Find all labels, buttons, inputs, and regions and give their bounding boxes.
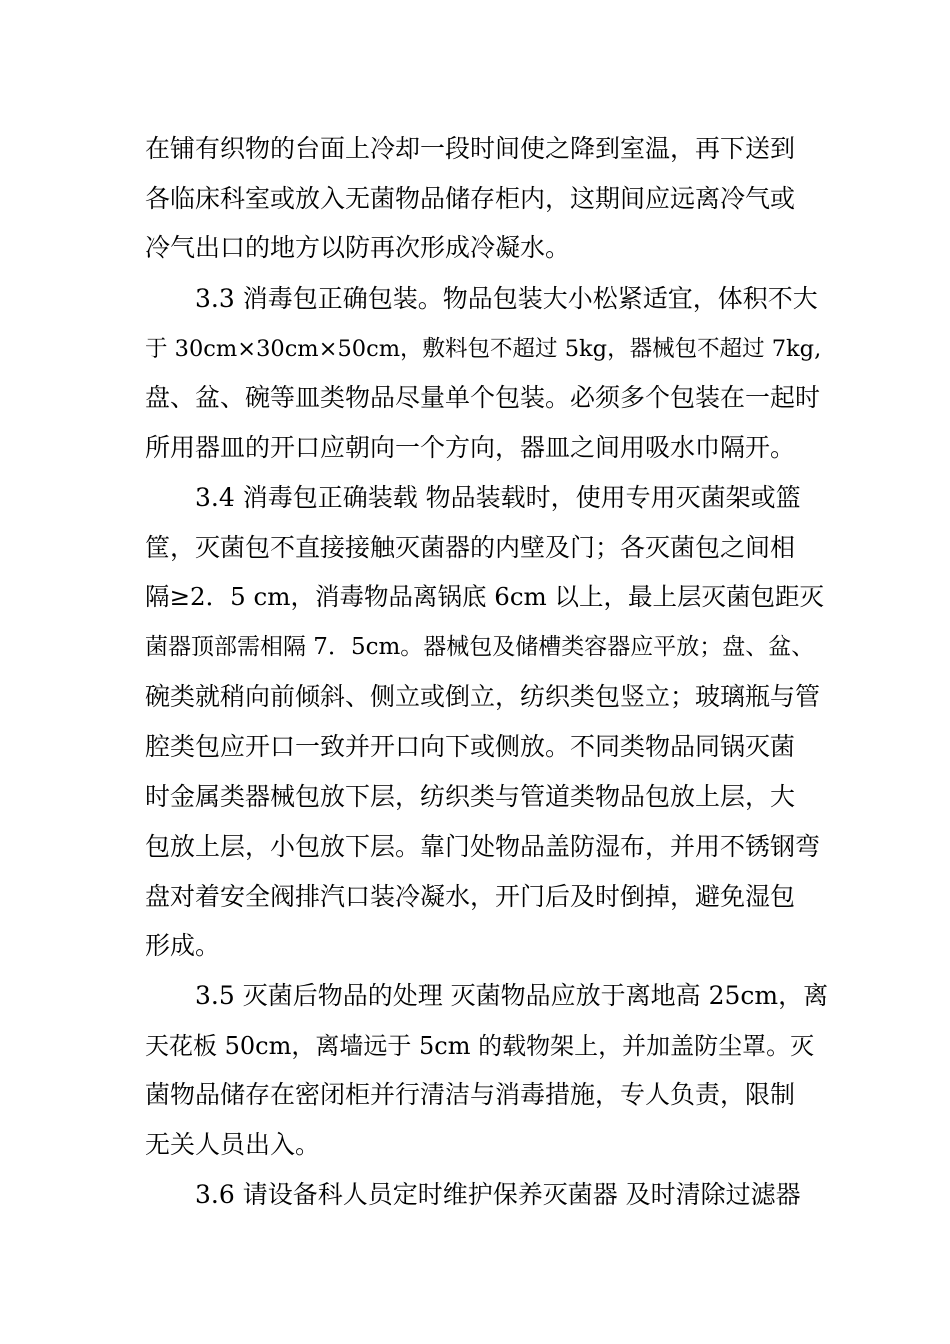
text-line: 菌物品储存在密闭柜并行清洁与消毒措施，专人负责，限制 — [145, 1080, 796, 1109]
section-3-3-heading-line: 3.3 消毒包正确包装。物品包装大小松紧适宜，体积不大 — [195, 284, 818, 313]
section-3-4-heading-line: 3.4 消毒包正确装载 物品装载时，使用专用灭菌架或篮 — [195, 483, 801, 512]
text-line: 盘对着安全阀排汽口装冷凝水，开门后及时倒掉，避免湿包 — [145, 882, 796, 911]
section-3-5-heading-line: 3.5 灭菌后物品的处理 灭菌物品应放于离地高 25cm，离 — [195, 981, 829, 1010]
text-line: 冷气出口的地方以防再次形成冷凝水。 — [145, 233, 571, 262]
text-line: 天花板 50cm，离墙远于 5cm 的载物架上，并加盖防尘罩。灭 — [145, 1032, 815, 1060]
text-line: 菌器顶部需相隔 7．5cm。器械包及储槽类容器应平放；盘、盆、 — [145, 634, 815, 660]
text-line: 腔类包应开口一致并开口向下或侧放。不同类物品同锅灭菌 — [145, 732, 796, 761]
text-line: 筐，灭菌包不直接接触灭菌器的内壁及门；各灭菌包之间相 — [145, 533, 796, 562]
text-line: 形成。 — [145, 931, 221, 960]
text-line: 于 30cm×30cm×50cm，敷料包不超过 5kg，器械包不超过 7kg, — [145, 336, 822, 362]
text-line: 在铺有织物的台面上冷却一段时间使之降到室温，再下送到 — [145, 134, 796, 163]
text-line: 无关人员出入。 — [145, 1130, 321, 1159]
text-line: 各临床科室或放入无菌物品储存柜内，这期间应远离冷气或 — [145, 184, 796, 213]
section-3-6-heading-line: 3.6 请设备科人员定时维护保养灭菌器 及时清除过滤器 — [195, 1180, 801, 1209]
text-line: 盘、盆、碗等皿类物品尽量单个包装。必须多个包装在一起时 — [145, 383, 821, 412]
text-line: 碗类就稍向前倾斜、侧立或倒立，纺织类包竖立；玻璃瓶与管 — [145, 682, 821, 711]
text-line: 隔≥2．5 cm，消毒物品离锅底 6cm 以上，最上层灭菌包距灭 — [145, 582, 825, 611]
text-line: 包放上层，小包放下层。靠门处物品盖防湿布，并用不锈钢弯 — [145, 832, 821, 861]
text-line: 时金属类器械包放下层，纺织类与管道类物品包放上层，大 — [145, 782, 796, 811]
text-line: 所用器皿的开口应朝向一个方向，器皿之间用吸水巾隔开。 — [145, 433, 796, 462]
